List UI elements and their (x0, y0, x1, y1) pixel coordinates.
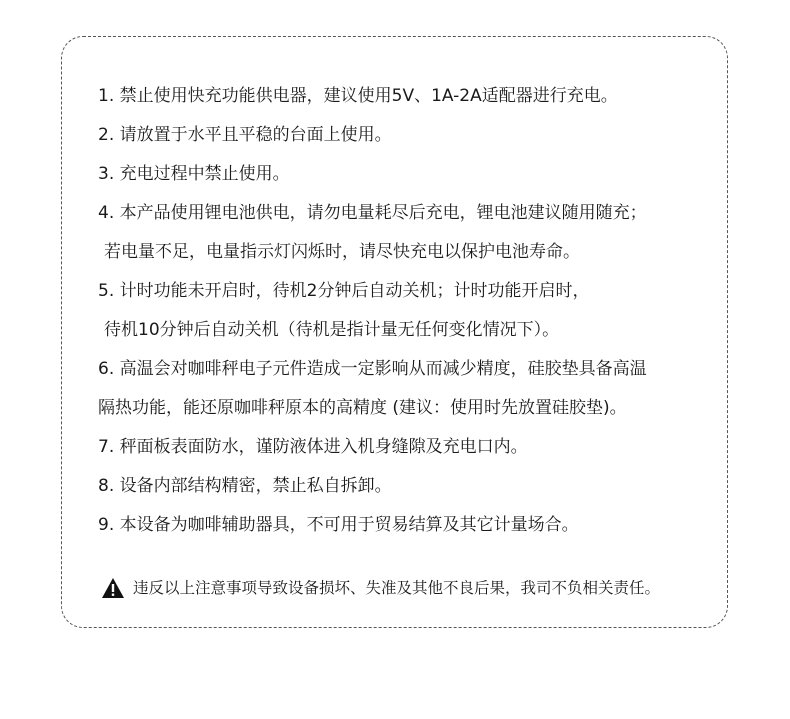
warning-note (101, 577, 660, 599)
notice-item-7: 7. 秤面板表面防水，谨防液体进入机身缝隙及充电口内。 (98, 437, 528, 457)
notice-item-1: 1. 禁止使用快充功能供电器，建议使用5V、1A-2A适配器进行充电。 (98, 86, 618, 106)
notice-item-2: 2. 请放置于水平且平稳的台面上使用。 (98, 125, 392, 145)
notice-item-4-continued: 若电量不足，电量指示灯闪烁时，请尽快充电以保护电池寿命。 (104, 242, 580, 262)
notice-item-4: 4. 本产品使用锂电池供电，请勿电量耗尽后充电，锂电池建议随用随充； (98, 203, 647, 223)
notice-item-5: 5. 计时功能未开启时，待机2分钟后自动关机；计时功能开启时， (98, 281, 590, 301)
notice-item-3: 3. 充电过程中禁止使用。 (98, 164, 290, 184)
notice-item-5-continued: 待机10分钟后自动关机（待机是指计量无任何变化情况下）。 (104, 320, 560, 340)
notice-item-8: 8. 设备内部结构精密，禁止私自拆卸。 (98, 476, 392, 496)
warning-triangle-icon (101, 577, 125, 599)
warning-text: 违反以上注意事项导致设备损坏、失准及其他不良后果，我司不负相关责任。 (133, 579, 661, 597)
notice-item-9: 9. 本设备为咖啡辅助器具，不可用于贸易结算及其它计量场合。 (98, 515, 579, 535)
notice-item-6-continued: 隔热功能，能还原咖啡秤原本的高精度 (建议：使用时先放置硅胶垫)。 (98, 398, 627, 418)
notice-item-6: 6. 高温会对咖啡秤电子元件造成一定影响从而减少精度，硅胶垫具备高温 (98, 359, 647, 379)
